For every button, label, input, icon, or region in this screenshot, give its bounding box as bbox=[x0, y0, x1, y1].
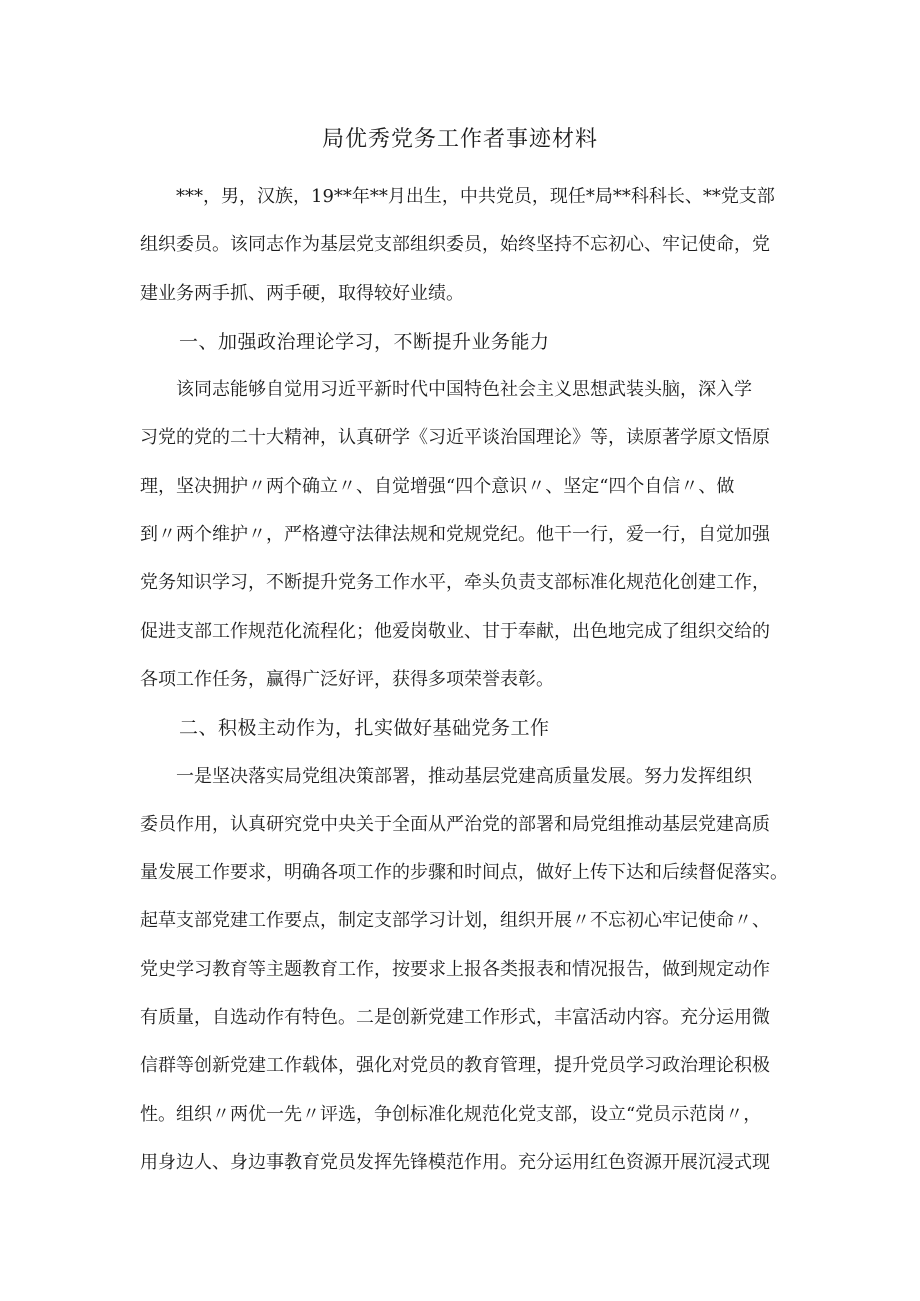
paragraph-line: 组织委员。该同志作为基层党支部组织委员，始终坚持不忘初心、牢记使命，党 bbox=[140, 234, 770, 256]
paragraph-line: 建业务两手抓、两手硬，取得较好业绩。 bbox=[140, 282, 464, 304]
paragraph-line: 委员作用，认真研究党中央关于全面从严治党的部署和局党组推动基层党建高质 bbox=[140, 813, 770, 835]
paragraph-line: 促进支部工作规范化流程化；他爱岗敬业、甘于奉献，出色地完成了组织交给的 bbox=[140, 620, 770, 642]
paragraph-line: ***，男，汉族，19**年**月出生，中共党员，现任*局**科科长、**党支部 bbox=[140, 186, 775, 207]
paragraph-line: 起草支部党建工作要点，制定支部学习计划，组织开展〃不忘初心牢记使命〃、 bbox=[140, 910, 770, 932]
paragraph-line: 信群等创新党建工作载体，强化对党员的教育管理，提升党员学习政治理论积极 bbox=[140, 1055, 770, 1077]
paragraph-line: 量发展工作要求，明确各项工作的步骤和时间点，做好上传下达和后续督促落实。 bbox=[140, 862, 788, 884]
paragraph-line: 用身边人、身边事教育党员发挥先锋模范作用。充分运用红色资源开展沉浸式现 bbox=[140, 1151, 770, 1173]
paragraph-line: 性。组织〃两优一先〃评选，争创标准化规范化党支部，设立“党员示范岗〃， bbox=[140, 1103, 762, 1125]
document-title: 局优秀党务工作者事迹材料 bbox=[321, 127, 598, 152]
document-body bbox=[140, 173, 788, 1187]
paragraph-line: 一是坚决落实局党组决策部署，推动基层党建高质量发展。努力发挥组织 bbox=[140, 765, 752, 787]
section-heading-1: 一、加强政治理论学习，不断提升业务能力 bbox=[140, 330, 550, 353]
paragraph-line: 党务知识学习，不断提升党务工作水平，牵头负责支部标准化规范化创建工作， bbox=[140, 572, 770, 594]
paragraph-line: 党史学习教育等主题教育工作，按要求上报各类报表和情况报告，做到规定动作 bbox=[140, 958, 770, 980]
paragraph-line: 有质量，自选动作有特色。二是创新党建工作形式，丰富活动内容。充分运用微 bbox=[140, 1007, 770, 1029]
paragraph-line: 到〃两个维护〃，严格遵守法律法规和党规党纪。他干一行，爱一行，自觉加强 bbox=[140, 524, 770, 546]
section-heading-2: 二、积极主动作为，扎实做好基础党务工作 bbox=[140, 717, 550, 740]
paragraph-line: 各项工作任务，赢得广泛好评，获得多项荣誉表彰。 bbox=[140, 668, 554, 690]
paragraph-line: 该同志能够自觉用习近平新时代中国特色社会主义思想武装头脑，深入学 bbox=[140, 379, 752, 401]
paragraph-line: 理，坚决拥护〃两个确立〃、自觉增强“四个意识〃、坚定“四个自信〃、做 bbox=[140, 475, 735, 497]
paragraph-line: 习党的党的二十大精神，认真研学《习近平谈治国理论》等，读原著学原文悟原 bbox=[140, 427, 770, 449]
